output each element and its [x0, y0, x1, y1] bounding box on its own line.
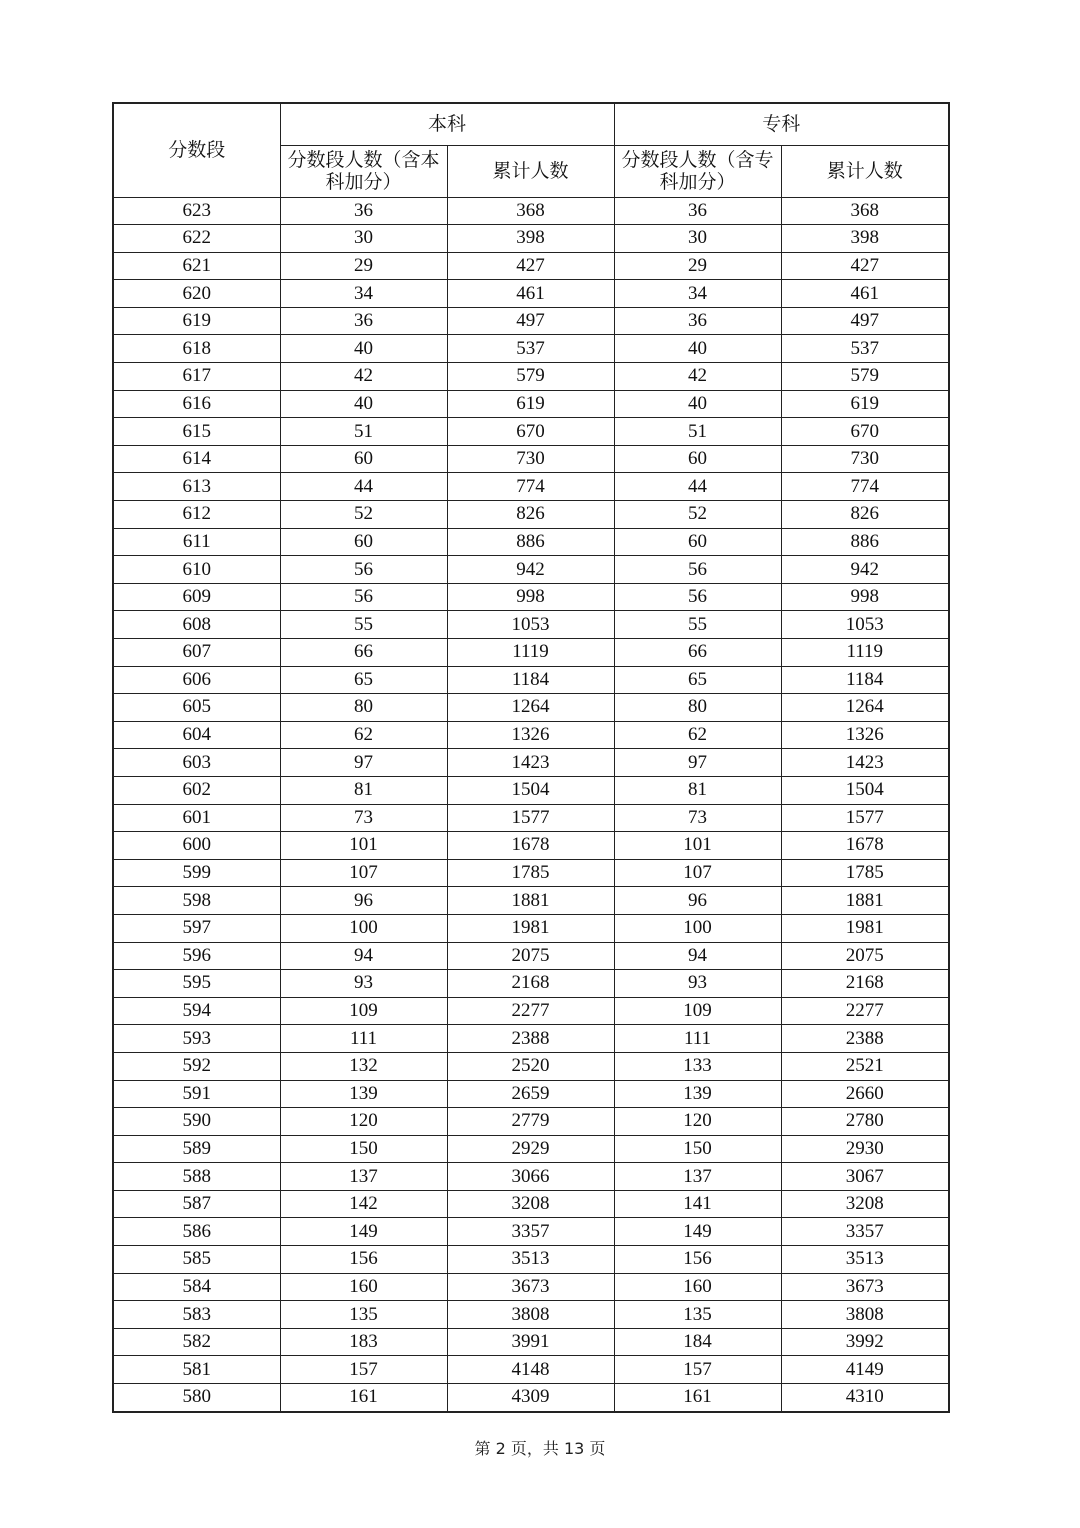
zhuanke-cumulative-cell: 3208: [781, 1190, 949, 1218]
table-row: [113, 749, 949, 777]
benke-count-cell: 44: [280, 473, 447, 501]
score-cell: 586: [113, 1218, 280, 1246]
score-cell: 596: [113, 942, 280, 970]
benke-cumulative-cell: 3513: [447, 1246, 614, 1274]
zhuanke-cumulative-cell: 3357: [781, 1218, 949, 1246]
table-row: [113, 804, 949, 832]
zhuanke-cumulative-cell: 1423: [781, 749, 949, 777]
table-row: [113, 1108, 949, 1136]
score-cell: 588: [113, 1163, 280, 1191]
table-row: [113, 1301, 949, 1329]
zhuanke-count-cell: 52: [614, 501, 781, 529]
benke-count-cell: 56: [280, 556, 447, 584]
table-row: [113, 1273, 949, 1301]
zhuanke-count-cell: 40: [614, 335, 781, 363]
benke-cumulative-cell: 3808: [447, 1301, 614, 1329]
score-cell: 580: [113, 1384, 280, 1412]
benke-count-cell: 97: [280, 749, 447, 777]
table-row: [113, 1135, 949, 1163]
score-cell: 618: [113, 335, 280, 363]
benke-cumulative-cell: 2388: [447, 1025, 614, 1053]
table-row: [113, 280, 949, 308]
benke-cumulative-cell: 1264: [447, 694, 614, 722]
benke-count-cell: 60: [280, 445, 447, 473]
benke-count-cell: 40: [280, 390, 447, 418]
zhuanke-cumulative-cell: 670: [781, 418, 949, 446]
zhuanke-count-cell: 100: [614, 914, 781, 942]
zhuanke-count-cell: 139: [614, 1080, 781, 1108]
table-row: [113, 197, 949, 225]
zhuanke-count-cell: 137: [614, 1163, 781, 1191]
table-row: [113, 528, 949, 556]
zhuanke-cumulative-cell: 368: [781, 197, 949, 225]
benke-cumulative-cell: 826: [447, 501, 614, 529]
benke-count-cell: 56: [280, 583, 447, 611]
benke-group-header: 本科: [280, 103, 614, 145]
benke-cumulative-cell: 1981: [447, 914, 614, 942]
benke-count-cell: 120: [280, 1108, 447, 1136]
benke-cumulative-cell: 670: [447, 418, 614, 446]
benke-count-cell: 60: [280, 528, 447, 556]
zhuanke-cumulative-cell: 3808: [781, 1301, 949, 1329]
benke-cumulative-cell: 3991: [447, 1328, 614, 1356]
zhuanke-cumulative-cell: 398: [781, 225, 949, 253]
benke-count-cell: 96: [280, 887, 447, 915]
zhuanke-count-header: 分数段人数（含专科加分）: [614, 145, 781, 197]
score-cell: 617: [113, 363, 280, 391]
benke-cumulative-header: 累计人数: [447, 145, 614, 197]
benke-count-cell: 55: [280, 611, 447, 639]
table-row: [113, 583, 949, 611]
zhuanke-cumulative-cell: 730: [781, 445, 949, 473]
benke-count-cell: 94: [280, 942, 447, 970]
zhuanke-cumulative-cell: 1184: [781, 666, 949, 694]
zhuanke-count-cell: 30: [614, 225, 781, 253]
table-row: [113, 252, 949, 280]
benke-count-cell: 36: [280, 307, 447, 335]
benke-count-cell: 135: [280, 1301, 447, 1329]
benke-cumulative-cell: 886: [447, 528, 614, 556]
benke-count-cell: 30: [280, 225, 447, 253]
table-row: [113, 1218, 949, 1246]
table-row: [113, 997, 949, 1025]
benke-count-cell: 81: [280, 776, 447, 804]
zhuanke-count-cell: 56: [614, 583, 781, 611]
score-cell: 602: [113, 776, 280, 804]
benke-count-cell: 73: [280, 804, 447, 832]
zhuanke-count-cell: 157: [614, 1356, 781, 1384]
zhuanke-cumulative-cell: 1785: [781, 859, 949, 887]
zhuanke-cumulative-cell: 942: [781, 556, 949, 584]
zhuanke-cumulative-cell: 886: [781, 528, 949, 556]
zhuanke-cumulative-cell: 461: [781, 280, 949, 308]
benke-cumulative-cell: 1119: [447, 639, 614, 667]
benke-count-cell: 51: [280, 418, 447, 446]
table-row: [113, 639, 949, 667]
benke-count-cell: 93: [280, 970, 447, 998]
benke-count-cell: 100: [280, 914, 447, 942]
table-row: [113, 335, 949, 363]
benke-cumulative-cell: 1881: [447, 887, 614, 915]
zhuanke-count-cell: 141: [614, 1190, 781, 1218]
zhuanke-cumulative-header: 累计人数: [781, 145, 949, 197]
benke-count-cell: 161: [280, 1384, 447, 1412]
score-cell: 603: [113, 749, 280, 777]
benke-count-cell: 132: [280, 1052, 447, 1080]
zhuanke-cumulative-cell: 4310: [781, 1384, 949, 1412]
table-row: [113, 225, 949, 253]
table-row: [113, 970, 949, 998]
zhuanke-count-cell: 101: [614, 832, 781, 860]
table-row: [113, 914, 949, 942]
zhuanke-cumulative-cell: 1678: [781, 832, 949, 860]
zhuanke-cumulative-cell: 537: [781, 335, 949, 363]
table-row: [113, 1356, 949, 1384]
score-cell: 607: [113, 639, 280, 667]
benke-count-cell: 157: [280, 1356, 447, 1384]
zhuanke-count-cell: 40: [614, 390, 781, 418]
benke-cumulative-cell: 2659: [447, 1080, 614, 1108]
zhuanke-cumulative-cell: 3067: [781, 1163, 949, 1191]
benke-count-cell: 42: [280, 363, 447, 391]
benke-cumulative-cell: 537: [447, 335, 614, 363]
score-cell: 597: [113, 914, 280, 942]
benke-count-header: 分数段人数（含本科加分）: [280, 145, 447, 197]
zhuanke-count-cell: 36: [614, 197, 781, 225]
table-row: [113, 445, 949, 473]
table-row: [113, 721, 949, 749]
zhuanke-count-cell: 81: [614, 776, 781, 804]
table-row: [113, 1052, 949, 1080]
table-row: [113, 1384, 949, 1412]
zhuanke-cumulative-cell: 826: [781, 501, 949, 529]
benke-cumulative-cell: 774: [447, 473, 614, 501]
table-row: [113, 1163, 949, 1191]
zhuanke-cumulative-cell: 998: [781, 583, 949, 611]
table-row: [113, 859, 949, 887]
score-column-header: 分数段: [113, 103, 280, 197]
benke-cumulative-cell: 4148: [447, 1356, 614, 1384]
score-distribution-table: [112, 102, 950, 1413]
benke-cumulative-cell: 1785: [447, 859, 614, 887]
score-cell: 584: [113, 1273, 280, 1301]
zhuanke-count-cell: 184: [614, 1328, 781, 1356]
zhuanke-count-cell: 60: [614, 445, 781, 473]
benke-cumulative-cell: 2779: [447, 1108, 614, 1136]
zhuanke-cumulative-cell: 2277: [781, 997, 949, 1025]
benke-cumulative-cell: 579: [447, 363, 614, 391]
zhuanke-count-cell: 65: [614, 666, 781, 694]
table-row: [113, 418, 949, 446]
table-row: [113, 1246, 949, 1274]
score-cell: 592: [113, 1052, 280, 1080]
zhuanke-cumulative-cell: 1881: [781, 887, 949, 915]
zhuanke-count-cell: 135: [614, 1301, 781, 1329]
zhuanke-cumulative-cell: 427: [781, 252, 949, 280]
zhuanke-cumulative-cell: 3992: [781, 1328, 949, 1356]
benke-cumulative-cell: 1326: [447, 721, 614, 749]
table-row: [113, 1190, 949, 1218]
table-body: [113, 197, 949, 1412]
zhuanke-count-cell: 96: [614, 887, 781, 915]
score-cell: 623: [113, 197, 280, 225]
benke-count-cell: 156: [280, 1246, 447, 1274]
benke-cumulative-cell: 3066: [447, 1163, 614, 1191]
score-cell: 591: [113, 1080, 280, 1108]
benke-cumulative-cell: 619: [447, 390, 614, 418]
zhuanke-count-cell: 109: [614, 997, 781, 1025]
score-cell: 595: [113, 970, 280, 998]
score-cell: 583: [113, 1301, 280, 1329]
benke-cumulative-cell: 427: [447, 252, 614, 280]
zhuanke-count-cell: 156: [614, 1246, 781, 1274]
score-cell: 604: [113, 721, 280, 749]
zhuanke-count-cell: 29: [614, 252, 781, 280]
table-row: [113, 473, 949, 501]
benke-count-cell: 139: [280, 1080, 447, 1108]
benke-count-cell: 29: [280, 252, 447, 280]
zhuanke-cumulative-cell: 1577: [781, 804, 949, 832]
table-row: [113, 307, 949, 335]
benke-count-cell: 101: [280, 832, 447, 860]
zhuanke-cumulative-cell: 1264: [781, 694, 949, 722]
zhuanke-count-cell: 55: [614, 611, 781, 639]
score-cell: 590: [113, 1108, 280, 1136]
zhuanke-cumulative-cell: 2660: [781, 1080, 949, 1108]
benke-cumulative-cell: 2929: [447, 1135, 614, 1163]
zhuanke-cumulative-cell: 774: [781, 473, 949, 501]
benke-cumulative-cell: 2075: [447, 942, 614, 970]
benke-cumulative-cell: 730: [447, 445, 614, 473]
score-cell: 589: [113, 1135, 280, 1163]
benke-count-cell: 183: [280, 1328, 447, 1356]
benke-count-cell: 65: [280, 666, 447, 694]
zhuanke-cumulative-cell: 3673: [781, 1273, 949, 1301]
score-cell: 619: [113, 307, 280, 335]
score-cell: 610: [113, 556, 280, 584]
score-cell: 613: [113, 473, 280, 501]
table-row: [113, 942, 949, 970]
benke-count-cell: 111: [280, 1025, 447, 1053]
benke-cumulative-cell: 1423: [447, 749, 614, 777]
benke-count-cell: 109: [280, 997, 447, 1025]
benke-count-cell: 137: [280, 1163, 447, 1191]
zhuanke-cumulative-cell: 1119: [781, 639, 949, 667]
score-cell: 622: [113, 225, 280, 253]
zhuanke-cumulative-cell: 619: [781, 390, 949, 418]
benke-cumulative-cell: 2168: [447, 970, 614, 998]
benke-count-cell: 66: [280, 639, 447, 667]
zhuanke-count-cell: 56: [614, 556, 781, 584]
benke-cumulative-cell: 3208: [447, 1190, 614, 1218]
zhuanke-count-cell: 93: [614, 970, 781, 998]
zhuanke-count-cell: 44: [614, 473, 781, 501]
table-row: [113, 1025, 949, 1053]
table-row: [113, 556, 949, 584]
benke-cumulative-cell: 1053: [447, 611, 614, 639]
table-row: [113, 887, 949, 915]
benke-cumulative-cell: 2277: [447, 997, 614, 1025]
zhuanke-cumulative-cell: 4149: [781, 1356, 949, 1384]
zhuanke-count-cell: 161: [614, 1384, 781, 1412]
benke-count-cell: 80: [280, 694, 447, 722]
zhuanke-count-cell: 80: [614, 694, 781, 722]
table-row: [113, 611, 949, 639]
zhuanke-count-cell: 133: [614, 1052, 781, 1080]
zhuanke-count-cell: 120: [614, 1108, 781, 1136]
score-cell: 620: [113, 280, 280, 308]
score-cell: 585: [113, 1246, 280, 1274]
zhuanke-count-cell: 160: [614, 1273, 781, 1301]
zhuanke-count-cell: 36: [614, 307, 781, 335]
zhuanke-cumulative-cell: 2521: [781, 1052, 949, 1080]
zhuanke-cumulative-cell: 3513: [781, 1246, 949, 1274]
zhuanke-cumulative-cell: 2930: [781, 1135, 949, 1163]
benke-cumulative-cell: 398: [447, 225, 614, 253]
benke-cumulative-cell: 1577: [447, 804, 614, 832]
table-row: [113, 1080, 949, 1108]
table-row: [113, 363, 949, 391]
score-cell: 609: [113, 583, 280, 611]
benke-cumulative-cell: 4309: [447, 1384, 614, 1412]
zhuanke-cumulative-cell: 2780: [781, 1108, 949, 1136]
benke-count-cell: 149: [280, 1218, 447, 1246]
zhuanke-count-cell: 60: [614, 528, 781, 556]
zhuanke-cumulative-cell: 2388: [781, 1025, 949, 1053]
zhuanke-count-cell: 51: [614, 418, 781, 446]
table-row: [113, 501, 949, 529]
zhuanke-group-header: 专科: [614, 103, 949, 145]
score-cell: 601: [113, 804, 280, 832]
benke-count-cell: 52: [280, 501, 447, 529]
table-row: [113, 666, 949, 694]
zhuanke-count-cell: 107: [614, 859, 781, 887]
zhuanke-count-cell: 66: [614, 639, 781, 667]
score-cell: 606: [113, 666, 280, 694]
benke-count-cell: 142: [280, 1190, 447, 1218]
benke-count-cell: 107: [280, 859, 447, 887]
benke-count-cell: 150: [280, 1135, 447, 1163]
zhuanke-count-cell: 62: [614, 721, 781, 749]
page-number-footer: 第 2 页，共 13 页: [474, 1439, 606, 1458]
score-cell: 614: [113, 445, 280, 473]
benke-count-cell: 160: [280, 1273, 447, 1301]
table-row: [113, 390, 949, 418]
score-cell: 599: [113, 859, 280, 887]
benke-count-cell: 62: [280, 721, 447, 749]
benke-cumulative-cell: 368: [447, 197, 614, 225]
score-cell: 608: [113, 611, 280, 639]
zhuanke-count-cell: 150: [614, 1135, 781, 1163]
benke-cumulative-cell: 3673: [447, 1273, 614, 1301]
zhuanke-count-cell: 94: [614, 942, 781, 970]
benke-cumulative-cell: 1504: [447, 776, 614, 804]
zhuanke-count-cell: 73: [614, 804, 781, 832]
table-row: [113, 776, 949, 804]
zhuanke-cumulative-cell: 1981: [781, 914, 949, 942]
zhuanke-count-cell: 149: [614, 1218, 781, 1246]
score-cell: 600: [113, 832, 280, 860]
zhuanke-count-cell: 111: [614, 1025, 781, 1053]
benke-count-cell: 40: [280, 335, 447, 363]
zhuanke-cumulative-cell: 2168: [781, 970, 949, 998]
zhuanke-cumulative-cell: 1504: [781, 776, 949, 804]
score-cell: 605: [113, 694, 280, 722]
score-cell: 587: [113, 1190, 280, 1218]
score-cell: 598: [113, 887, 280, 915]
score-cell: 594: [113, 997, 280, 1025]
score-cell: 612: [113, 501, 280, 529]
benke-count-cell: 36: [280, 197, 447, 225]
benke-cumulative-cell: 497: [447, 307, 614, 335]
benke-cumulative-cell: 461: [447, 280, 614, 308]
zhuanke-cumulative-cell: 1326: [781, 721, 949, 749]
score-distribution-table-wrapper: [112, 102, 948, 1413]
zhuanke-count-cell: 97: [614, 749, 781, 777]
zhuanke-cumulative-cell: 497: [781, 307, 949, 335]
score-cell: 593: [113, 1025, 280, 1053]
table-row: [113, 1328, 949, 1356]
score-cell: 615: [113, 418, 280, 446]
benke-count-cell: 34: [280, 280, 447, 308]
benke-cumulative-cell: 2520: [447, 1052, 614, 1080]
zhuanke-cumulative-cell: 579: [781, 363, 949, 391]
table-row: [113, 694, 949, 722]
benke-cumulative-cell: 998: [447, 583, 614, 611]
zhuanke-cumulative-cell: 2075: [781, 942, 949, 970]
benke-cumulative-cell: 3357: [447, 1218, 614, 1246]
score-cell: 582: [113, 1328, 280, 1356]
benke-cumulative-cell: 1184: [447, 666, 614, 694]
score-cell: 616: [113, 390, 280, 418]
zhuanke-count-cell: 42: [614, 363, 781, 391]
score-cell: 621: [113, 252, 280, 280]
zhuanke-count-cell: 34: [614, 280, 781, 308]
table-row: [113, 832, 949, 860]
score-cell: 611: [113, 528, 280, 556]
score-cell: 581: [113, 1356, 280, 1384]
benke-cumulative-cell: 1678: [447, 832, 614, 860]
benke-cumulative-cell: 942: [447, 556, 614, 584]
zhuanke-cumulative-cell: 1053: [781, 611, 949, 639]
